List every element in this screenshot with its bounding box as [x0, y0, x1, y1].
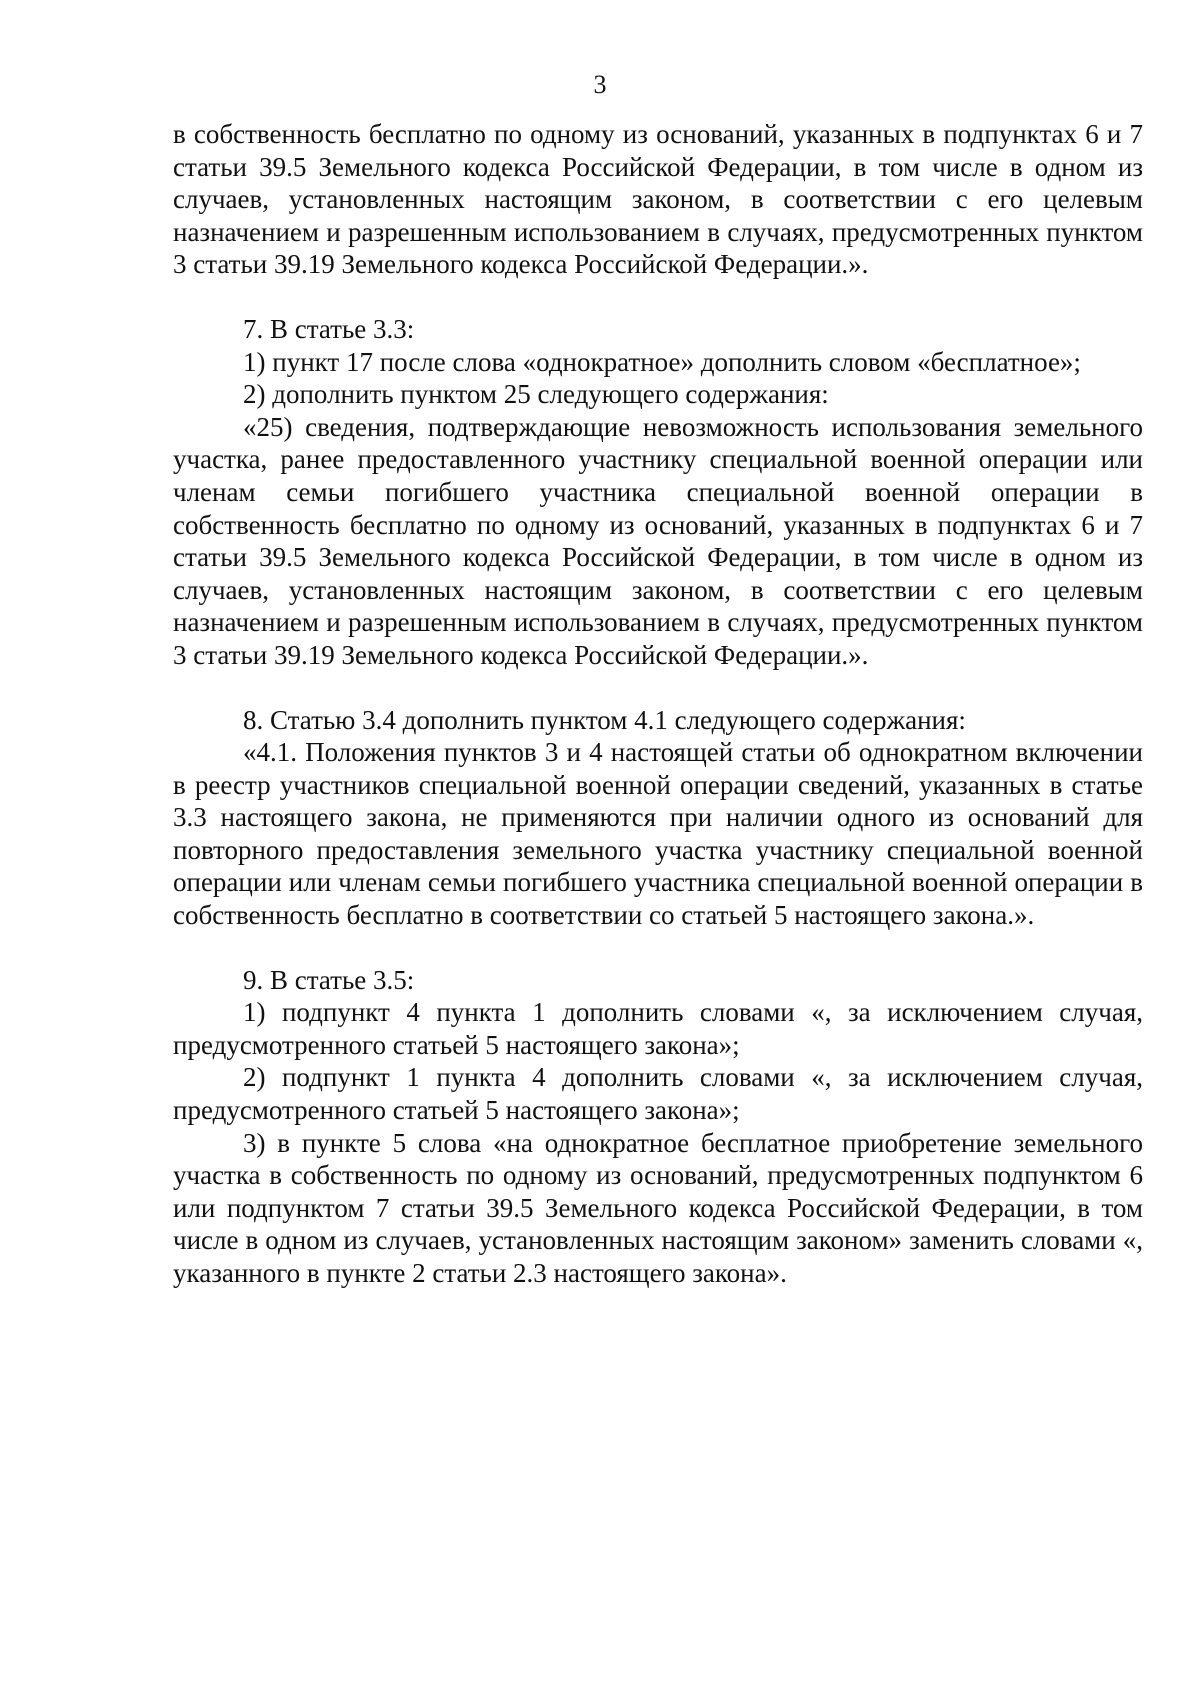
paragraph-item-8-quote-4-1: «4.1. Положения пунктов 3 и 4 настоящей статьи об однократном включении в реестр участников специальной военной операции сведений, указанных в статье 3.3 настоящего закона, не применяются при наличии одного из оснований для повторного предоставления земельного участка участнику специальной военной операции или членам семьи погибшего участника специальной военной операции в собственность бесплатно в соответствии со статьей 5 настоящего закона.».	[173, 737, 1143, 931]
paragraph-item-9-heading: 9. В статье 3.5:	[243, 964, 415, 995]
paragraph-item-9-sub-2: 2) подпункт 1 пункта 4 дополнить словами «, за исключением случая, предусмотренного статьей 5 настоящего закона»;	[173, 1062, 1143, 1126]
paragraph-continuation: в собственность бесплатно по одному из оснований, указанных в подпунктах 6 и 7 статьи 39.5 Земельного кодекса Российской Федерации, в том числе в одном из случаев, установленных настоящим законом, в соответствии с его целевым назначением и разрешенным использованием в случаях, предусмотренных пунктом 3 статьи 39.19 Земельного кодекса Российской Федерации.».	[173, 119, 1143, 280]
paragraph-item-7-quote-25: «25) сведения, подтверждающие невозможность использования земельного участка, ранее предоставленного участнику специальной военной операции или членам семьи погибшего участника специальной военной операции в собственность бесплатно по одному из оснований, указанных в подпунктах 6 и 7 статьи 39.5 Земельного кодекса Российской Федерации, в том числе в одном из случаев, установленных настоящим законом, в соответствии с его целевым назначением и разрешенным использованием в случаях, предусмотренных пунктом 3 статьи 39.19 Земельного кодекса Российской Федерации.».	[173, 411, 1143, 670]
paragraph-item-7-sub-2: 2) дополнить пунктом 25 следующего содержания:	[243, 379, 829, 410]
paragraph-item-9-sub-1: 1) подпункт 4 пункта 1 дополнить словами «, за исключением случая, предусмотренного статьей 5 настоящего закона»;	[173, 997, 1143, 1060]
document-body	[173, 118, 1143, 1290]
paragraph-item-8-heading: 8. Статью 3.4 дополнить пунктом 4.1 следующего содержания:	[243, 704, 966, 735]
page-number: 3	[593, 70, 607, 99]
paragraph-item-7-sub-1: 1) пункт 17 после слова «однократное» дополнить словом «бесплатное»;	[243, 346, 1081, 377]
paragraph-item-9-sub-3: 3) в пункте 5 слова «на однократное бесплатное приобретение земельного участка в собственность по одному из оснований, предусмотренных подпунктом 6 или подпунктом 7 статьи 39.5 Земельного кодекса Российской Федерации, в том числе в одном из случаев, установленных настоящим законом» заменить словами «, указанного в пункте 2 статьи 2.3 настоящего закона».	[173, 1127, 1143, 1288]
paragraph-item-7-heading: 7. В статье 3.3:	[243, 313, 415, 344]
